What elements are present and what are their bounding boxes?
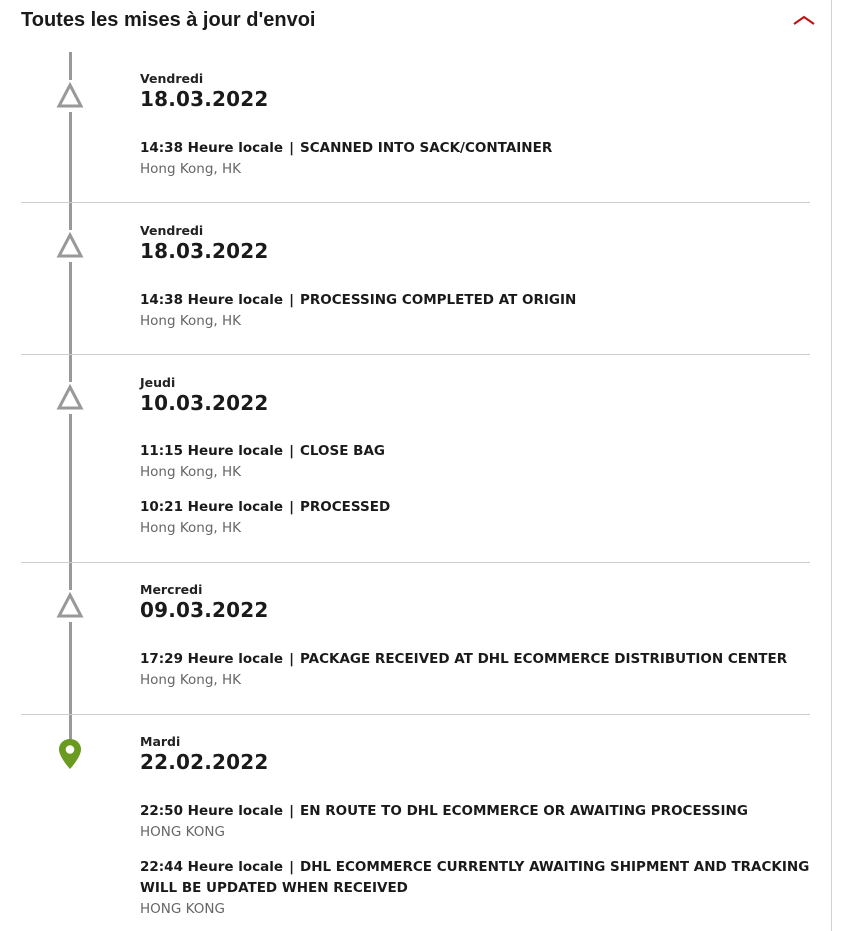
date-label: 18.03.2022 bbox=[140, 87, 269, 111]
event-heading bbox=[140, 497, 812, 518]
day-label: Jeudi bbox=[140, 375, 176, 390]
date-label: 10.03.2022 bbox=[140, 391, 269, 415]
separator-pipe: | bbox=[289, 140, 294, 156]
day-label: Vendredi bbox=[140, 223, 204, 238]
event-location: Hong Kong, HK bbox=[140, 313, 241, 329]
event-item bbox=[140, 801, 812, 843]
date-label: 22.02.2022 bbox=[140, 750, 269, 774]
event-status: EN ROUTE TO DHL ECOMMERCE OR AWAITING PROCESSING bbox=[300, 803, 748, 819]
event-time: 22:44 Heure locale bbox=[140, 859, 284, 875]
chevron-up-icon bbox=[792, 10, 816, 30]
panel-right-border bbox=[831, 0, 832, 931]
triangle-icon bbox=[54, 382, 86, 414]
event-item bbox=[140, 497, 812, 539]
timeline-group bbox=[21, 355, 810, 563]
event-time: 14:38 Heure locale bbox=[140, 140, 284, 156]
event-heading bbox=[140, 441, 812, 462]
triangle-icon bbox=[54, 80, 86, 112]
event-location: Hong Kong, HK bbox=[140, 672, 241, 688]
event-status: PACKAGE RECEIVED AT DHL ECOMMERCE DISTRIBUTION CENTER bbox=[300, 651, 788, 667]
event-time: 11:15 Heure locale bbox=[140, 443, 284, 459]
event-location: HONG KONG bbox=[140, 901, 225, 917]
separator-pipe: | bbox=[289, 859, 294, 875]
event-status: PROCESSED bbox=[300, 499, 391, 515]
separator-pipe: | bbox=[289, 443, 294, 459]
event-item bbox=[140, 290, 812, 332]
separator-pipe: | bbox=[289, 651, 294, 667]
day-label: Mercredi bbox=[140, 582, 203, 597]
separator-pipe: | bbox=[289, 803, 294, 819]
location-pin-icon bbox=[54, 737, 86, 769]
timeline-group bbox=[21, 52, 810, 203]
event-heading bbox=[140, 138, 812, 159]
event-location: Hong Kong, HK bbox=[140, 161, 241, 177]
separator-pipe: | bbox=[289, 292, 294, 308]
timeline-group bbox=[21, 563, 810, 715]
event-heading bbox=[140, 857, 812, 899]
event-heading bbox=[140, 801, 812, 822]
event-heading bbox=[140, 290, 812, 311]
separator-pipe: | bbox=[289, 499, 294, 515]
timeline-group bbox=[21, 715, 810, 931]
event-status: CLOSE BAG bbox=[300, 443, 385, 459]
event-time: 14:38 Heure locale bbox=[140, 292, 284, 308]
triangle-icon bbox=[54, 590, 86, 622]
event-item bbox=[140, 138, 812, 180]
day-label: Vendredi bbox=[140, 71, 204, 86]
event-time: 22:50 Heure locale bbox=[140, 803, 284, 819]
event-item bbox=[140, 441, 812, 483]
date-label: 18.03.2022 bbox=[140, 239, 269, 263]
event-location: Hong Kong, HK bbox=[140, 520, 241, 536]
event-time: 10:21 Heure locale bbox=[140, 499, 284, 515]
shipment-updates-header bbox=[21, 7, 816, 35]
event-status: PROCESSING COMPLETED AT ORIGIN bbox=[300, 292, 577, 308]
triangle-icon bbox=[54, 230, 86, 262]
timeline-group bbox=[21, 203, 810, 355]
event-location: Hong Kong, HK bbox=[140, 464, 241, 480]
event-item bbox=[140, 857, 812, 920]
event-time: 17:29 Heure locale bbox=[140, 651, 284, 667]
page-title: Toutes les mises à jour d'envoi bbox=[21, 9, 316, 31]
date-label: 09.03.2022 bbox=[140, 598, 269, 622]
event-status: SCANNED INTO SACK/CONTAINER bbox=[300, 140, 553, 156]
event-heading bbox=[140, 649, 812, 670]
event-location: HONG KONG bbox=[140, 824, 225, 840]
event-status: DHL ECOMMERCE CURRENTLY AWAITING SHIPMENT AND TRACKING WILL BE UPDATED WHEN RECEIVED bbox=[140, 859, 810, 896]
day-label: Mardi bbox=[140, 734, 181, 749]
event-item bbox=[140, 649, 812, 691]
collapse-button[interactable] bbox=[792, 10, 816, 30]
